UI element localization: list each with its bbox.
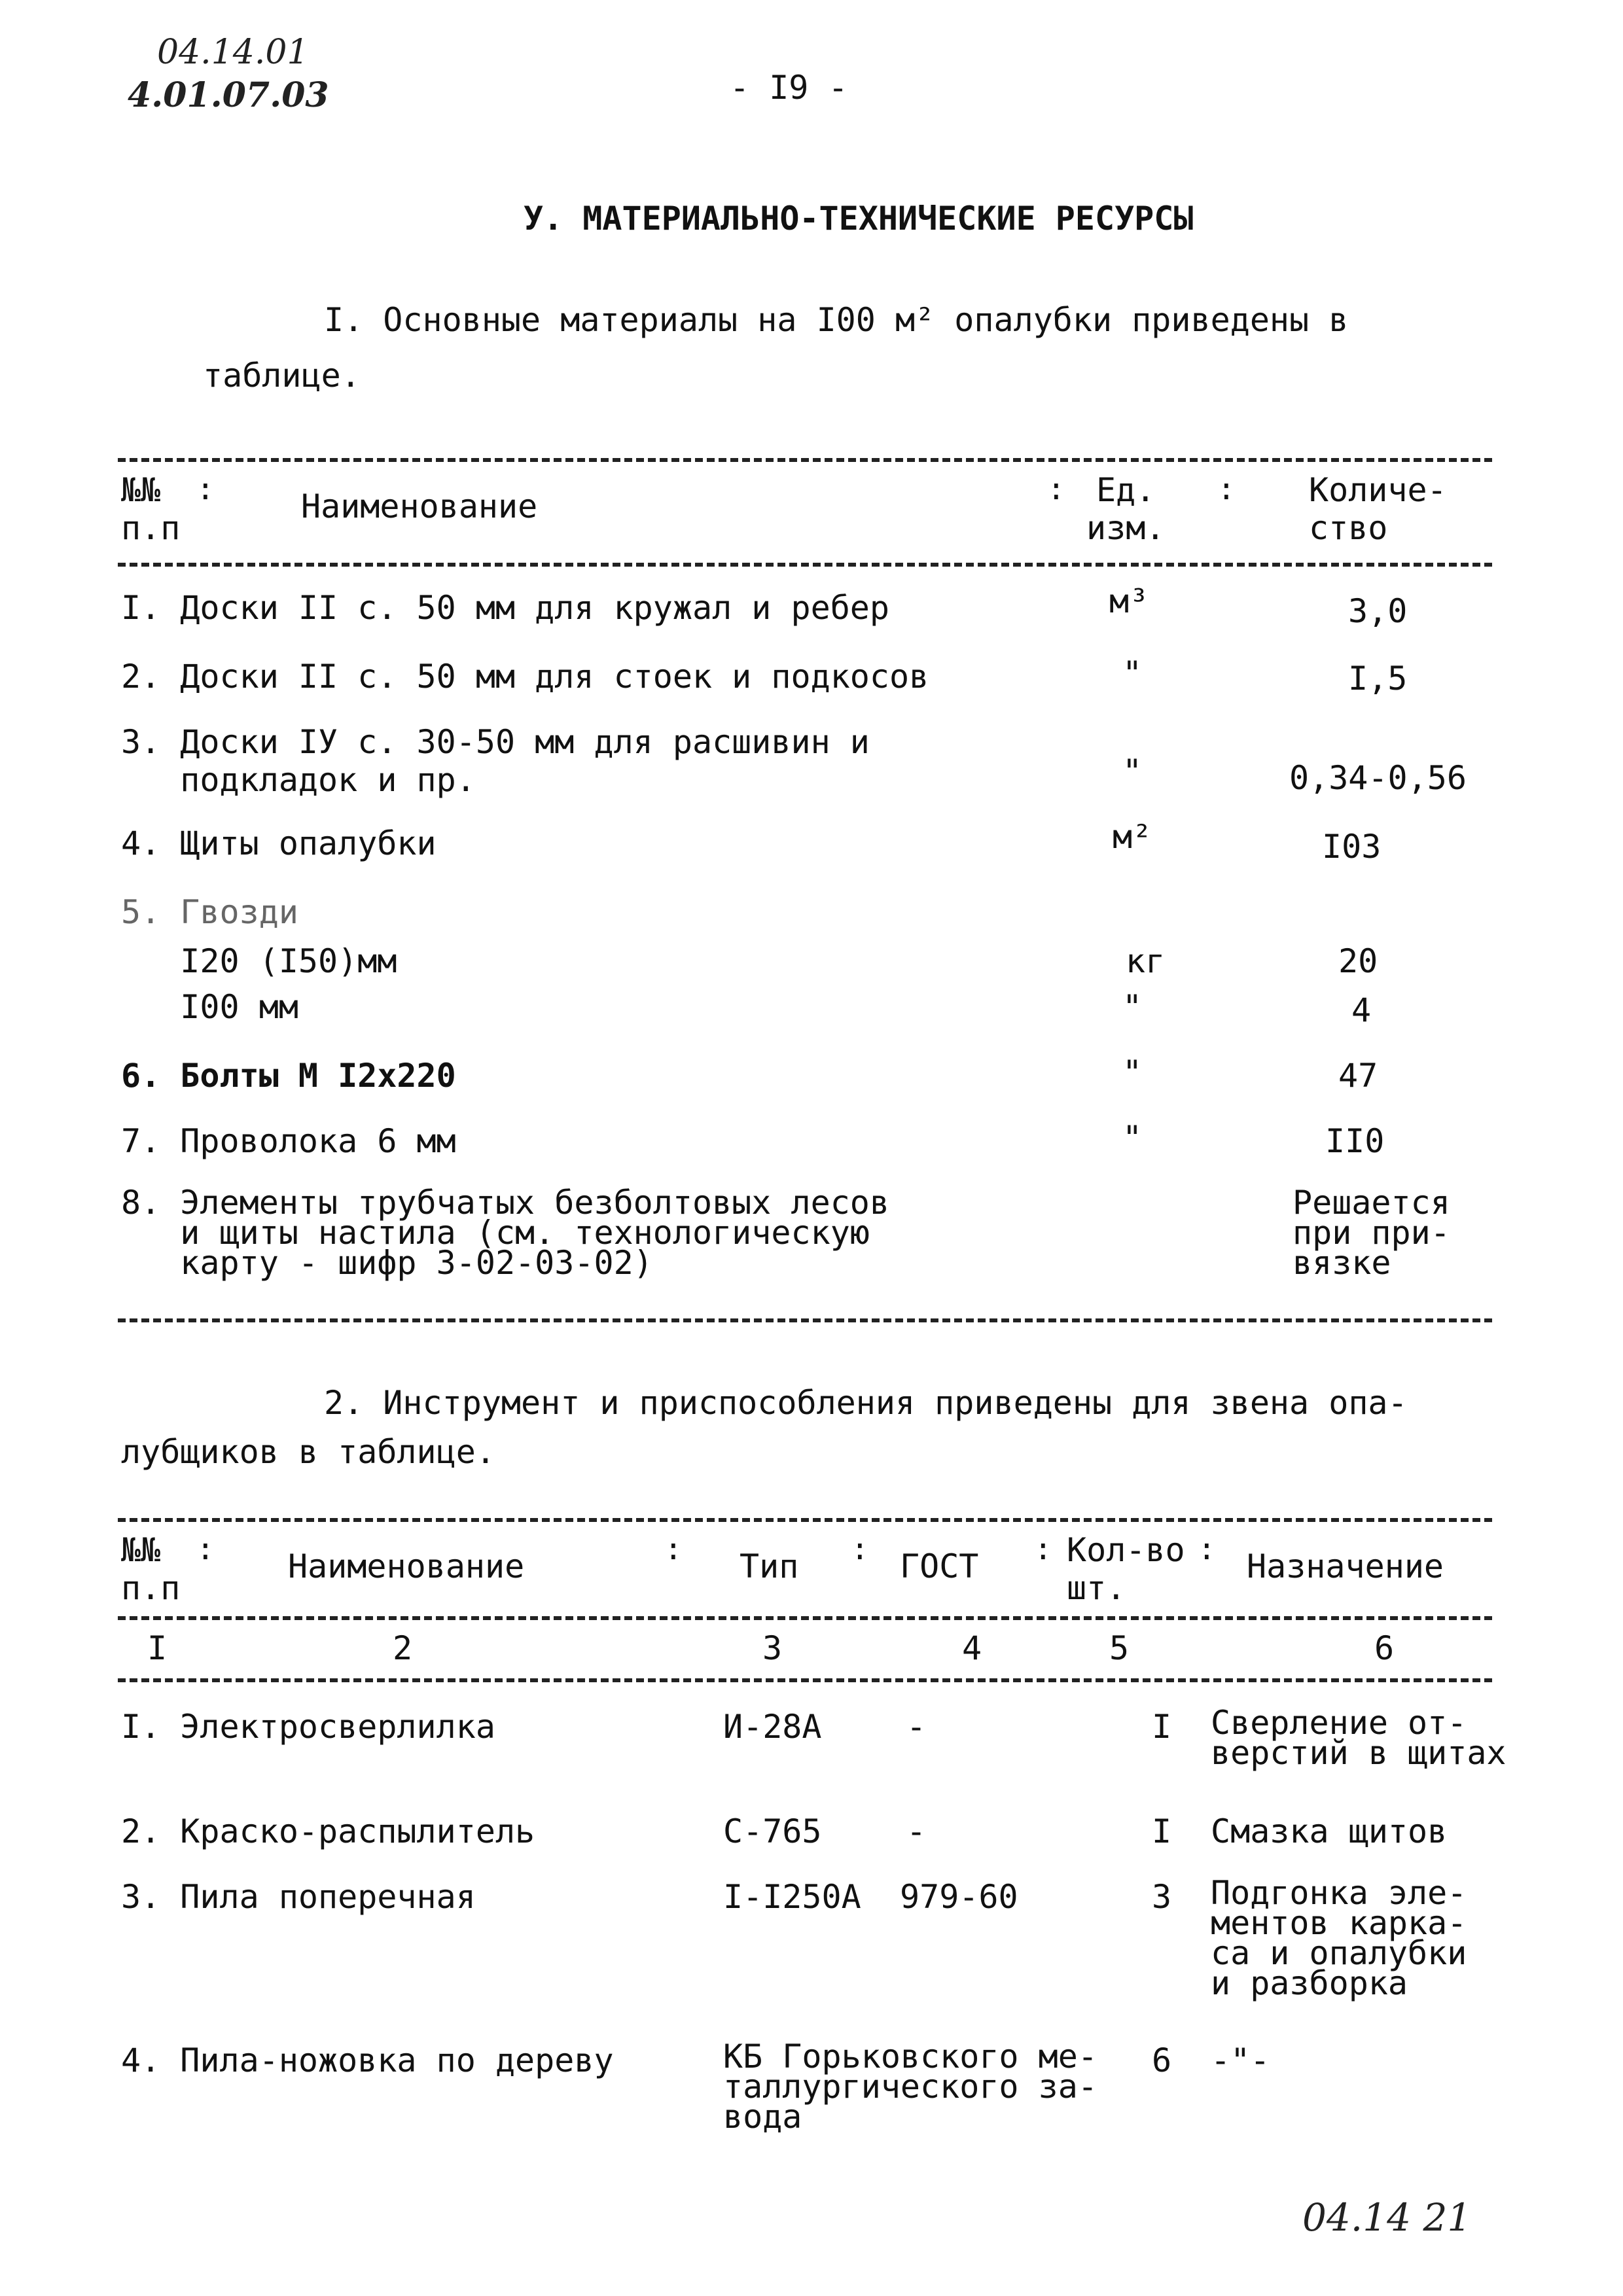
t1-row-qty: 20 bbox=[1338, 942, 1378, 980]
t1-row-name: 8. Элементы трубчатых безболтовых лесов и щиты настила (см. технологическую карту - шифр 3-02-03-02) bbox=[121, 1184, 889, 1282]
t1-header-num: №№ п.п bbox=[121, 471, 181, 547]
t2-row-purpose: -"- bbox=[1211, 2041, 1270, 2079]
t1-header-sep: : bbox=[1047, 471, 1065, 506]
table1-header-rule bbox=[118, 563, 1492, 567]
t2-header-gost: ГОСТ bbox=[900, 1547, 979, 1585]
t1-row-qty: I,5 bbox=[1348, 660, 1408, 698]
t2-row-purpose: Смазка щитов bbox=[1211, 1812, 1448, 1850]
t1-header-qty: Количе- ство bbox=[1309, 471, 1447, 547]
page-number: - I9 - bbox=[730, 69, 848, 107]
table2-header-rule bbox=[118, 1616, 1492, 1620]
t1-row-qty: 4 bbox=[1351, 991, 1372, 1029]
t1-row-unit: " bbox=[1122, 752, 1143, 790]
t2-header-num: №№ п.п bbox=[121, 1531, 181, 1607]
t2-colnum: I bbox=[147, 1629, 168, 1667]
t2-header-sep: : bbox=[1034, 1531, 1052, 1566]
para1-line2: таблице. bbox=[203, 357, 361, 395]
t1-header-name: Наименование bbox=[301, 487, 538, 525]
t2-row-gost: - bbox=[906, 1812, 927, 1850]
t1-row-unit: " bbox=[1122, 654, 1143, 692]
t1-row-qty: Решается при при- вязке bbox=[1293, 1184, 1450, 1282]
para2-line2: лубщиков в таблице. bbox=[121, 1433, 495, 1471]
t2-header-sep: : bbox=[1198, 1531, 1216, 1566]
table2-colnum-rule bbox=[118, 1678, 1492, 1682]
t1-row-qty: 47 bbox=[1338, 1057, 1378, 1095]
section-title: У. МАТЕРИАЛЬНО-ТЕХНИЧЕСКИЕ РЕСУРСЫ bbox=[524, 200, 1194, 238]
t1-header-sep: : bbox=[196, 471, 215, 506]
t1-row-name: I00 мм bbox=[121, 988, 298, 1026]
t1-row-name: 6. Болты М I2х220 bbox=[121, 1057, 456, 1095]
t2-row-count: 3 bbox=[1152, 1878, 1172, 1916]
t2-row-count: I bbox=[1152, 1812, 1172, 1850]
t1-row-name: 5. Гвозди bbox=[121, 893, 298, 931]
t2-row-count: I bbox=[1152, 1708, 1172, 1746]
t2-row-gost: 979-60 bbox=[900, 1878, 1018, 1916]
table1-bottom-rule bbox=[118, 1318, 1492, 1322]
t1-row-qty: I03 bbox=[1322, 828, 1382, 866]
t1-row-name: 3. Доски IУ с. 30-50 мм для расшивин и подкладок и пр. bbox=[121, 723, 870, 799]
t2-colnum: 6 bbox=[1374, 1629, 1395, 1667]
t2-row-name: 3. Пила поперечная bbox=[121, 1878, 476, 1916]
t2-row-name: 4. Пила-ножовка по дереву bbox=[121, 2041, 614, 2079]
t1-row-unit: кг bbox=[1126, 942, 1166, 980]
t2-header-sep: : bbox=[851, 1531, 869, 1566]
t1-row-qty: 0,34-0,56 bbox=[1289, 759, 1467, 797]
t2-header-sep: : bbox=[196, 1531, 215, 1566]
t1-row-unit: " bbox=[1122, 1119, 1143, 1157]
t2-row-name: 2. Краско-распылитель bbox=[121, 1812, 535, 1850]
t2-row-gost: - bbox=[906, 1708, 927, 1746]
t1-row-unit: " bbox=[1122, 988, 1143, 1026]
table2-top-rule bbox=[118, 1518, 1492, 1522]
t1-row-qty: 3,0 bbox=[1348, 592, 1408, 630]
handwritten-code-2: 4.01.07.03 bbox=[128, 75, 329, 115]
para2-line1: 2. Инструмент и приспособления приведены для звена опа- bbox=[324, 1384, 1408, 1422]
t1-header-unit: Ед. изм. bbox=[1086, 471, 1166, 547]
t1-row-name: I. Доски II с. 50 мм для кружал и ребер bbox=[121, 589, 889, 627]
t1-row-name: 4. Щиты опалубки bbox=[121, 824, 437, 862]
t1-row-name: I20 (I50)мм bbox=[121, 942, 397, 980]
t2-header-type: Тип bbox=[740, 1547, 799, 1585]
handwritten-code-1: 04.14.01 bbox=[157, 33, 309, 72]
t2-header-sep: : bbox=[664, 1531, 683, 1566]
t2-row-name: I. Электросверлилка bbox=[121, 1708, 495, 1746]
t1-row-unit: " bbox=[1122, 1053, 1143, 1091]
t2-row-purpose: Подгонка эле- ментов карка- са и опалубки и разборка bbox=[1211, 1874, 1467, 2002]
t2-colnum: 5 bbox=[1109, 1629, 1130, 1667]
t2-colnum: 2 bbox=[393, 1629, 413, 1667]
t1-row-name: 7. Проволока 6 мм bbox=[121, 1122, 456, 1160]
t2-header-name: Наименование bbox=[288, 1547, 525, 1585]
t2-row-purpose: Сверление от- верстий в щитах bbox=[1211, 1704, 1507, 1772]
t2-row-type: И-28А bbox=[723, 1708, 822, 1746]
t2-row-type: I-I250А bbox=[723, 1878, 861, 1916]
t2-row-type: С-765 bbox=[723, 1812, 822, 1850]
t1-row-unit: м³ bbox=[1109, 582, 1149, 620]
t2-header-count: Кол-во шт. bbox=[1067, 1531, 1185, 1607]
t2-row-type: КБ Горьковского ме- таллургического за- вода bbox=[723, 2038, 1097, 2136]
t2-row-count: 6 bbox=[1152, 2041, 1172, 2079]
handwritten-footer-code: 04.14 21 bbox=[1302, 2195, 1472, 2240]
table1-top-rule bbox=[118, 458, 1492, 462]
t2-header-purpose: Назначение bbox=[1247, 1547, 1444, 1585]
t1-row-qty: II0 bbox=[1325, 1122, 1385, 1160]
para1-line1: I. Основные материалы на I00 м² опалубки приведены в bbox=[324, 301, 1349, 339]
t2-colnum: 3 bbox=[762, 1629, 783, 1667]
t1-row-unit: м² bbox=[1113, 818, 1152, 856]
t2-colnum: 4 bbox=[962, 1629, 982, 1667]
t1-header-sep: : bbox=[1217, 471, 1236, 506]
t1-row-name: 2. Доски II с. 50 мм для стоек и подкосов bbox=[121, 658, 929, 696]
